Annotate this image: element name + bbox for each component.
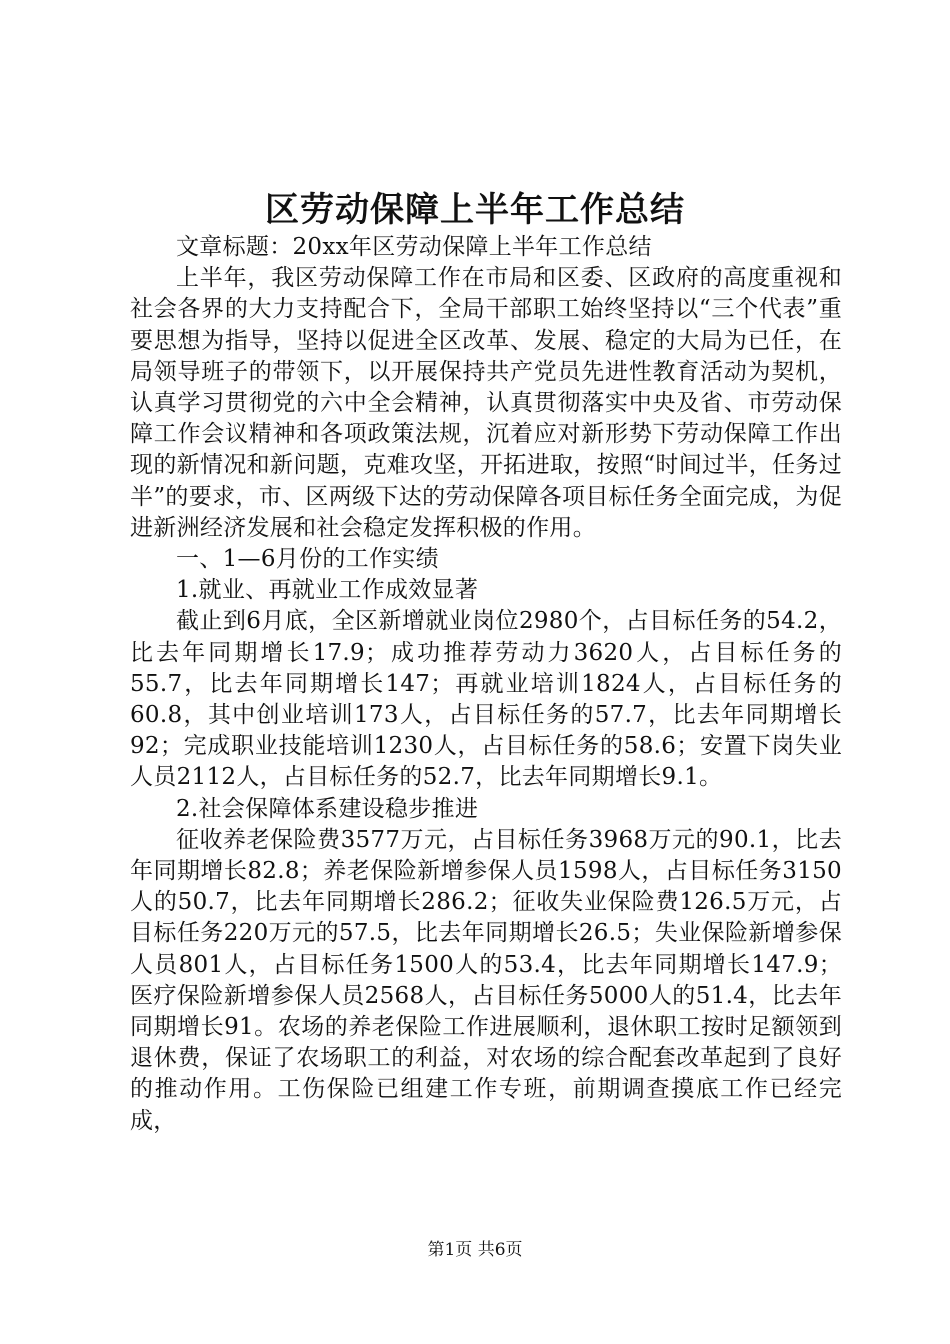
document-title: 区劳动保障上半年工作总结 [265, 190, 685, 230]
social-security-paragraph: 征收养老保险费3577万元，占目标任务3968万元的90.1，比去年同期增长82.8；养老保险新增参保人员1598人，占目标任务3150人的50.7，比去年同期增长286.2；征收失业保险费126.5万元，占目标任务220万元的57.5，比去年同期增长26.5；失业保险新增参保人员801人，占目标任务1500人的53.4，比去年同期增长147.9；医疗保险新增参保人员2568人，占目标任务5000人的51.4，比去年同期增长91。农场的养老保险工作进展顺利，退休职工按时足额领到退休费，保证了农场职工的利益，对农场的综合配套改革起到了良好的推动作用。工伤保险已组建工作专班，前期调查摸底工作已经完成， [130, 826, 842, 1134]
employment-paragraph: 截止到6月底，全区新增就业岗位2980个，占目标任务的54.2，比去年同期增长17.9；成功推荐劳动力3620人，占目标任务的55.7，比去年同期增长147；再就业培训1824人，占目标任务的60.8，其中创业培训173人，占目标任务的57.7，比去年同期增长92；完成职业技能培训1230人，占目标任务的58.6；安置下岗失业人员2112人，占目标任务的52.7，比去年同期增长9.1。 [130, 608, 842, 791]
section-heading: 一、1—6月份的工作实绩 [176, 546, 439, 573]
subsection-heading-employment: 1.就业、再就业工作成效显著 [176, 577, 479, 604]
page-footer: 第1页 共6页 [427, 1240, 523, 1260]
document-body [130, 232, 842, 1137]
article-heading-line: 文章标题：20xx年区劳动保障上半年工作总结 [176, 234, 652, 260]
subsection-heading-social-security: 2.社会保障体系建设稳步推进 [176, 795, 479, 822]
intro-paragraph: 上半年，我区劳动保障工作在市局和区委、区政府的高度重视和社会各界的大力支持配合下，全局干部职工始终坚持以“三个代表”重要思想为指导，坚持以促进全区改革、发展、稳定的大局为已任，在局领导班子的带领下，以开展保持共产党员先进性教育活动为契机，认真学习贯彻党的六中全会精神，认真贯彻落实中央及省、市劳动保障工作会议精神和各项政策法规，沉着应对新形势下劳动保障工作出现的新情况和新问题，克难攻坚，开拓进取，按照“时间过半，任务过半”的要求，市、区两级下达的劳动保障各项目标任务全面完成，为促进新洲经济发展和社会稳定发挥积极的作用。 [130, 265, 842, 541]
